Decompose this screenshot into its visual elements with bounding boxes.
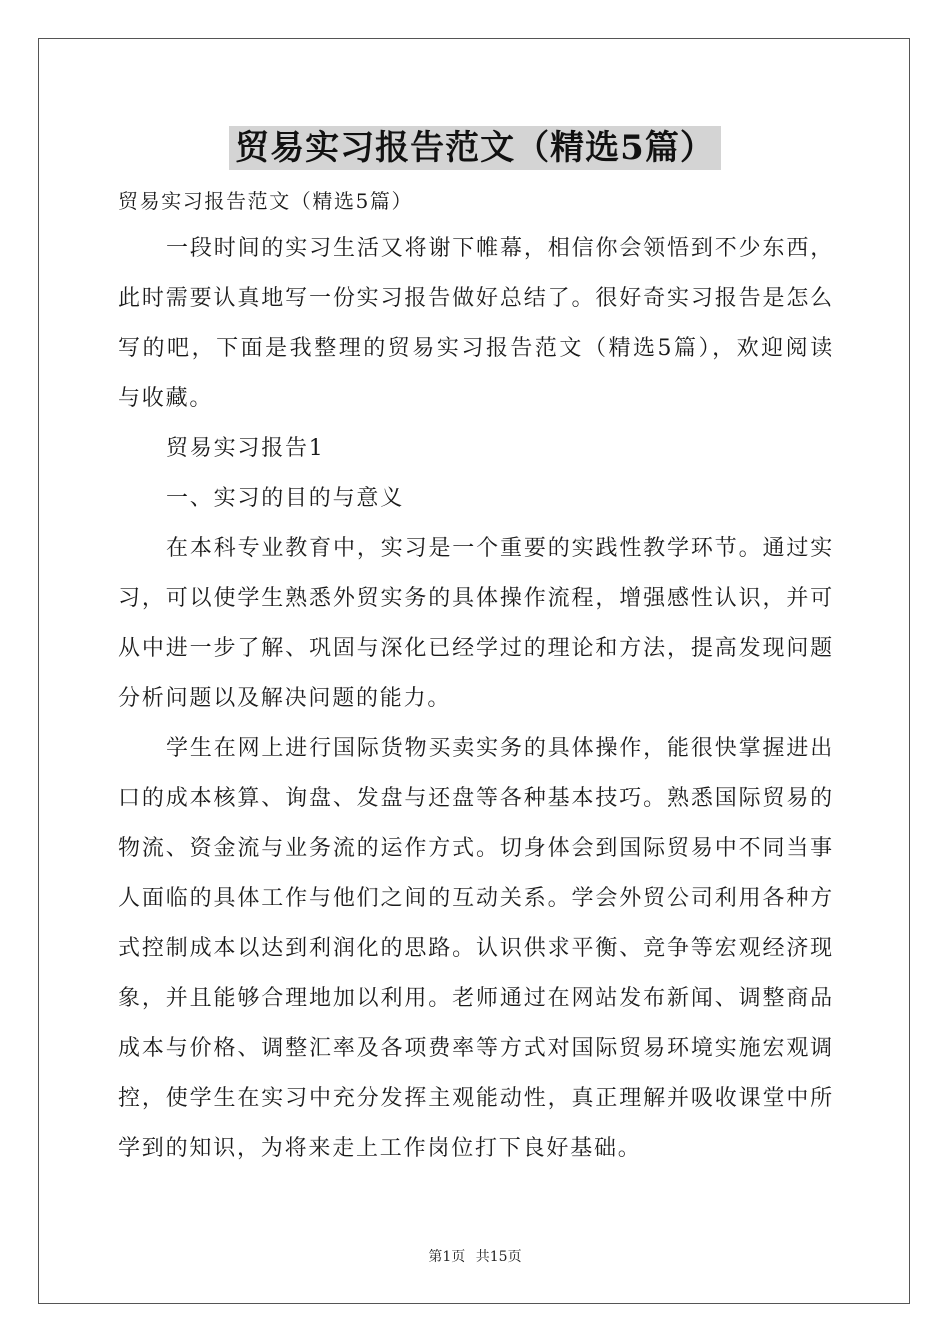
title-area <box>0 126 950 170</box>
document-subtitle: 贸易实习报告范文（精选5篇） <box>118 189 414 213</box>
document-title: 贸易实习报告范文（精选5篇） <box>229 126 721 170</box>
total-pages: 共15页 <box>475 1249 522 1265</box>
current-page-number: 第1页 <box>428 1249 466 1265</box>
page-footer <box>0 1246 950 1266</box>
subsection-heading: 一、实习的目的与意义 <box>166 486 405 511</box>
body-paragraph: 在本科专业教育中，实习是一个重要的实践性教学环节。通过实习，可以使学生熟悉外贸实务的具体操作流程，增强感性认识，并可从中进一步了解、巩固与深化已经学过的理论和方法，提高发现问题分析问题以及解决问题的能力。 <box>118 536 834 711</box>
intro-paragraph: 一段时间的实习生活又将谢下帷幕，相信你会领悟到不少东西，此时需要认真地写一份实习报告做好总结了。很好奇实习报告是怎么写的吧，下面是我整理的贸易实习报告范文（精选5篇），欢迎阅读与收藏。 <box>118 236 834 411</box>
document-body <box>118 178 834 1174</box>
body-paragraph: 学生在网上进行国际货物买卖实务的具体操作，能很快掌握进出口的成本核算、询盘、发盘与还盘等各种基本技巧。熟悉国际贸易的物流、资金流与业务流的运作方式。切身体会到国际贸易中不同当事人面临的具体工作与他们之间的互动关系。学会外贸公司利用各种方式控制成本以达到利润化的思路。认识供求平衡、竞争等宏观经济现象，并且能够合理地加以利用。老师通过在网站发布新闻、调整商品成本与价格、调整汇率及各项费率等方式对国际贸易环境实施宏观调控，使学生在实习中充分发挥主观能动性，真正理解并吸收课堂中所学到的知识，为将来走上工作岗位打下良好基础。 <box>118 736 834 1161</box>
section-heading: 贸易实习报告1 <box>166 436 325 461</box>
